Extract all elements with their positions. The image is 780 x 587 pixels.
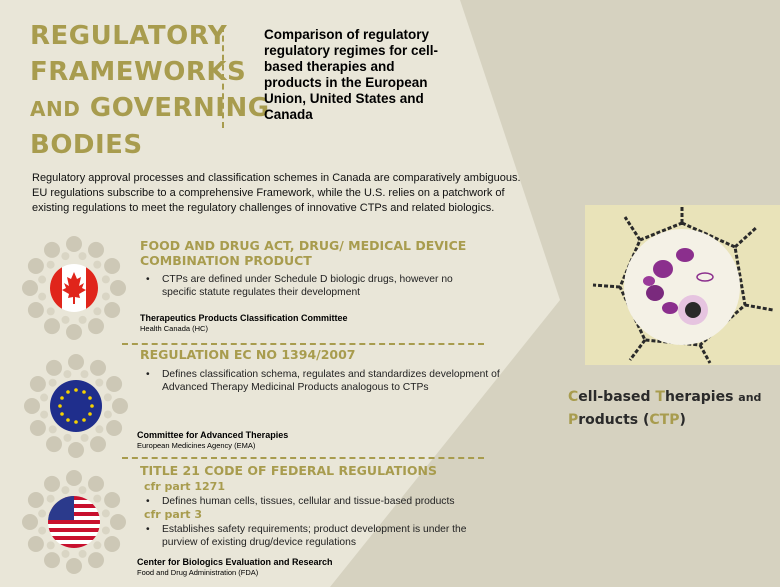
ring-dot <box>44 476 60 492</box>
section-divider <box>122 343 484 345</box>
ring-dot <box>95 425 103 433</box>
ring-dot <box>88 552 104 568</box>
ring-dot <box>106 376 122 392</box>
ring-dot <box>44 318 60 334</box>
ring-dot <box>63 370 71 378</box>
ctp-label: Cell-based Therapies and Products (CTP) <box>568 389 762 428</box>
ring-dot <box>104 302 120 318</box>
ring-dot <box>46 436 62 452</box>
ring-dot <box>61 252 69 260</box>
ring-dot <box>22 280 38 296</box>
org-subtitle: European Medicines Agency (EMA) <box>137 441 256 450</box>
ring-dot <box>78 252 86 260</box>
ring-dot <box>28 258 44 274</box>
ring-dot <box>30 376 46 392</box>
ring-dot <box>102 292 110 300</box>
ring-dot <box>93 307 101 315</box>
section-bullet: • CTPs are defined under Schedule D biologic drugs, however no specific statute regulates their development <box>140 273 480 299</box>
ring-dot <box>47 261 55 269</box>
ring-dot <box>40 411 48 419</box>
ring-dot <box>81 434 89 442</box>
ring-dot <box>47 541 55 549</box>
ring-dot <box>80 370 88 378</box>
section-usa <box>140 463 500 549</box>
ring-dot <box>95 379 103 387</box>
ring-dot <box>47 495 55 503</box>
org-name: Therapeutics Products Classification Committee <box>140 313 348 323</box>
eu-flag-icon <box>20 350 132 462</box>
section-bullet: • Defines classification schema, regulates and standardizes development of Advanced Therapy Medicinal Products analogous to CTPs <box>140 368 530 394</box>
page-title: REGULATORY FRAMEWORKS AND GOVERNING BODIES <box>30 21 270 160</box>
ring-dot <box>47 307 55 315</box>
ring-dot <box>38 293 46 301</box>
section-subheading: cfr part 1271 <box>144 480 225 493</box>
ring-dot <box>104 536 120 552</box>
ring-dot <box>28 536 44 552</box>
section-eu <box>140 347 530 394</box>
ring-dot <box>93 541 101 549</box>
ring-dot <box>66 236 82 252</box>
ring-dot <box>112 398 128 414</box>
cell-scaffold-icon <box>585 205 780 365</box>
ring-dot <box>49 425 57 433</box>
usa-flag-icon <box>18 466 130 578</box>
ring-dot <box>62 550 70 558</box>
ring-dot <box>79 316 87 324</box>
ring-dot <box>68 442 84 458</box>
org-subtitle: Food and Drug Administration (FDA) <box>137 568 259 577</box>
ring-dot <box>102 526 110 534</box>
page-subtitle: Comparison of regulatory regulatory regimes for cell-based therapies and products in the European Union, United States and Canada <box>264 27 439 122</box>
org-name: Center for Biologics Evaluation and Research <box>137 557 333 567</box>
section-title: TITLE 21 CODE OF FEDERAL REGULATIONS <box>140 463 438 478</box>
org-usa <box>137 557 437 577</box>
ring-dot <box>40 394 48 402</box>
ring-dot <box>66 324 82 340</box>
ring-dot <box>93 261 101 269</box>
ring-dot <box>104 258 120 274</box>
ring-dot <box>102 275 110 283</box>
org-subtitle: Health Canada (HC) <box>140 324 208 333</box>
ring-dot <box>62 316 70 324</box>
ring-dot <box>28 492 44 508</box>
ring-dot <box>38 527 46 535</box>
ring-dot <box>61 486 69 494</box>
title-divider <box>222 26 224 128</box>
ring-dot <box>46 360 62 376</box>
ring-dot <box>90 360 106 376</box>
ring-dot <box>102 509 110 517</box>
ring-dot <box>28 302 44 318</box>
section-title: REGULATION EC NO 1394/2007 <box>140 347 356 362</box>
ring-dot <box>38 276 46 284</box>
ring-dot <box>30 420 46 436</box>
ring-dot <box>110 514 126 530</box>
org-name: Committee for Advanced Therapies <box>137 430 289 440</box>
ring-dot <box>22 514 38 530</box>
ring-dot <box>78 486 86 494</box>
ring-dot <box>66 558 82 574</box>
section-subheading: cfr part 3 <box>144 508 203 521</box>
ring-dot <box>49 379 57 387</box>
ring-dot <box>106 420 122 436</box>
section-bullet: • Defines human cells, tissues, cellular and tissue-based products <box>140 495 500 508</box>
ring-dot <box>68 354 84 370</box>
ring-dot <box>104 393 112 401</box>
ring-dot <box>88 476 104 492</box>
ring-dot <box>66 470 82 486</box>
section-title: FOOD AND DRUG ACT, DRUG/ MEDICAL DEVICE COMBINATION PRODUCT <box>140 238 467 268</box>
ring-dot <box>104 410 112 418</box>
ring-dot <box>38 510 46 518</box>
ring-dot <box>90 436 106 452</box>
org-eu <box>137 430 397 450</box>
ring-dot <box>24 398 40 414</box>
ring-dot <box>44 242 60 258</box>
section-canada <box>140 238 480 333</box>
ring-dot <box>88 318 104 334</box>
section-bullet: • Establishes safety requirements; product development is under the purview of existing drug/device regulations <box>140 523 482 549</box>
ring-dot <box>79 550 87 558</box>
intro-paragraph: Regulatory approval processes and classification schemes in Canada are comparatively ambiguous. EU regulations subscribe to a comprehensive Framework, while the U.S. relies on a patchwork of existing regulations to meet the regulatory challenges of innovative CTPs and related biologics. <box>32 172 521 214</box>
section-divider <box>122 457 484 459</box>
ring-dot <box>93 495 101 503</box>
ring-dot <box>104 492 120 508</box>
canada-flag-icon <box>18 232 130 344</box>
ring-dot <box>110 280 126 296</box>
ring-dot <box>44 552 60 568</box>
ring-dot <box>88 242 104 258</box>
ring-dot <box>64 434 72 442</box>
